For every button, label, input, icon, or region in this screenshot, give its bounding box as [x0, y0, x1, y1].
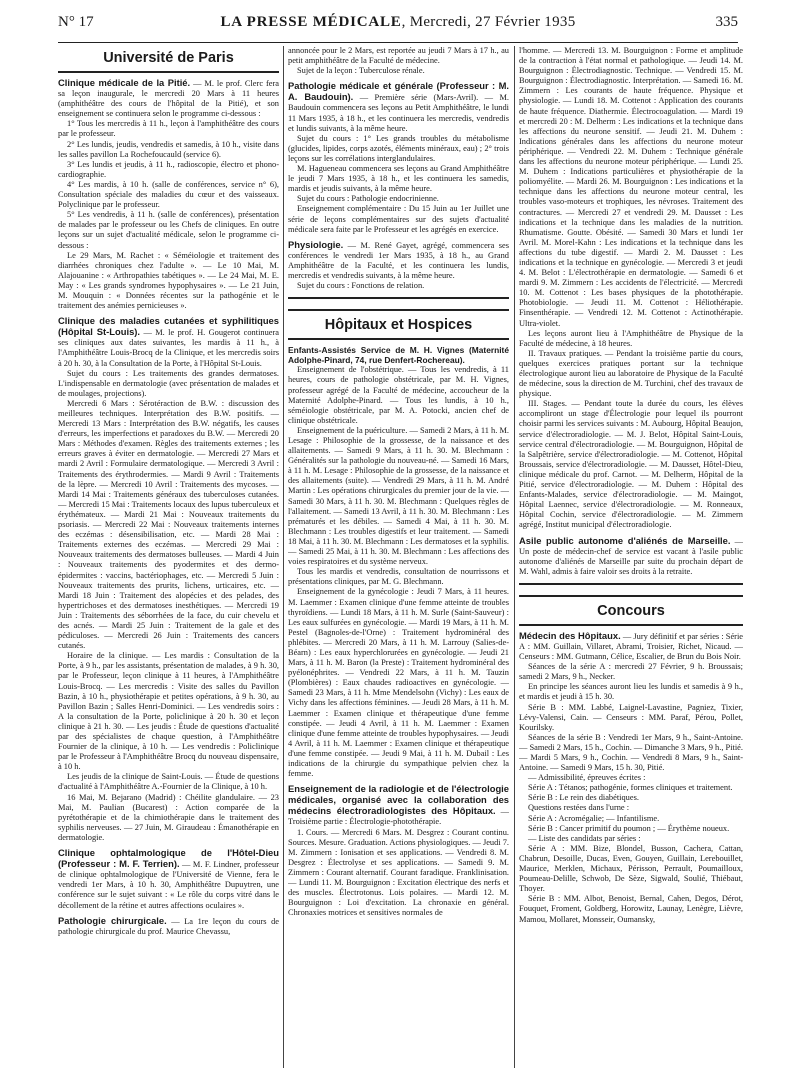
- article-paragraph: 5° Les vendredis, à 11 h. (salle de conférences), présentation de malades par le professeur ou les Chefs de cliniques. En outre leçons sur un sujet d'actualité médicale, selon le programme ci-dessous :: [58, 210, 279, 250]
- article-paragraph: Le 29 Mars, M. Rachet : « Séméiologie et traitement des diarrhées chroniques chez l'adulte ». — Le 10 Mai, M. Alajouanine : « Arthropathies tabétiques ». — Le 24 Mai, M. E. May : « Les grands syndromes hypophysaires ». — Le 21 Juin, M. Mouquin : « Données récentes sur la pathogénie et le traitement des anémies pernicieuses ».: [58, 250, 279, 311]
- article-paragraph: Enseignement complémentaire : Du 15 Juin au 1er Juillet une série de leçons complémentaires sur des sujets d'actualité médicale sera faite par le Professeur et les agrégés en exercice.: [288, 204, 509, 234]
- article-lead: Enfants-Assistés Service de M. H. Vignes (Maternité Adolphe-Pinard, 74, rue Denfert-Rochereau).: [288, 345, 509, 366]
- masthead: [58, 14, 738, 43]
- article-paragraph: Sujet de la leçon : Tuberculose rénale.: [297, 66, 425, 76]
- issue-number: N° 17: [58, 14, 94, 30]
- article-lead: Médecin des Hôpitaux. — Jury définitif et par séries : Série A : MM. Guillain, Villaret, Abrami, Troisier, Richet, Nicaud. — Censeurs : MM. Gutmann, Célice, Escalier, de Brun du Bois Noir.: [519, 629, 743, 662]
- col2-articles: [288, 345, 509, 918]
- article-paragraph: En principe les séances auront lieu les lundis et samedis à 9 h., et mardis et jeudi à 15 h. 30.: [519, 682, 743, 702]
- article-heading: Clinique ophtalmologique de l'Hôtel-Dieu (Professeur : M. F. Terrien).: [58, 847, 279, 870]
- article-paragraph: — Liste des candidats par séries :: [528, 833, 641, 843]
- article-paragraph: Série B : MM. Albot, Benoist, Bernal, Cahen, Degos, Dérot, Fouquet, Froment, Goldberg, Horowitz, Launay, Lenègre, Lièvre, Mamou, Mollaret, Monsseir, Oumansky,: [519, 894, 743, 924]
- article-lead: Physiologie. — M. René Gayet, agrégé, commencera ses conférences le vendredi 1er Mars 1935, à 18 h., au Grand Amphithéâtre de la Faculté, et les continuera les lundis, mercredis et vendredis suivants, à la même heure.: [288, 238, 509, 280]
- article-paragraph: — Admissibilité, épreuves écrites :: [528, 773, 646, 783]
- article-heading: Physiologie.: [288, 238, 344, 250]
- article-heading: Clinique des maladies cutanées et syphilitiques (Hôpital St-Louis).: [58, 315, 279, 338]
- article-paragraph: 16 Mai, M. Bejarano (Madrid) : Chéilite glandulaire. — 23 Mai, M. Paulian (Bucarest) : Action comparée de la pyrétothérapie et de la chimiothérapie dans le traitement des syphilis nerveuses. — 27 Juin, M. Giraudeau : Émanothérapie en dermatologie.: [58, 792, 279, 842]
- article-paragraph: Sujet du cours : Fonctions de relation.: [297, 281, 425, 291]
- article-paragraph: Séances de la série B : Vendredi 1er Mars, 9 h., Saint-Antoine. — Samedi 2 Mars, 15 h., Cochin. — Dimanche 3 Mars, 9 h., Pitié. — Mardi 5 Mars, 9 h., Cochin. — Vendredi 8 Mars, 9 h., Saint-Antoine. — Samedi 9 Mars, 15 h. 30, Pitié.: [519, 732, 743, 773]
- col3-articles: [519, 631, 743, 925]
- issue-date: , Mercredi, 27 Février 1935: [401, 14, 576, 30]
- article-paragraph: Enseignement de l'obstétrique. — Tous les vendredis, à 11 heures, cours de pathologie obstétricale, par M. H. Vignes, professeur agrégé de la Faculté de médecine, accoucheur de la Maternité Adolphe-Pinard. — Tous les lundis, à 10 h., séméiologie obstétricale, par M. A. Potocki, ancien chef de clinique obstétricale.: [288, 365, 509, 425]
- article-paragraph: Les jeudis de la clinique de Saint-Louis. — Étude de questions d'actualité à l'Amphithéâtre A.-Fournier de la Clinique, à 10 h.: [58, 772, 279, 792]
- article-paragraph: 1° Tous les mercredis à 11 h., leçon à l'amphithéâtre des cours par le professeur.: [58, 119, 279, 139]
- article-paragraph: Horaire de la clinique. — Les mardis : Consultation de la Porte, à 9 h., par les assistants, présentation de malades, à 9 h. 30, par le Professeur, leçon clinique à 11 heures, à l'Amphithéâtre Louis-Brocq. — Les mercredis : Visite des salles du Pavillon Bazin, à 10 h., physiothérapie et petites opérations, à 9 h. 30, au Pavillon Bazin ; Salles Henri-Dominici. — Les vendredis soirs : A la consultation de la Porte, policlinique à 20 h. 30 et leçon clinique à 21 h. 30. — Les jeudis : Étude de questions d'actualité par des spécialistes de chaque question, à l'Amphithéâtre Fournier de la clinique, à 10 h. — Les vendredis : Policlinique par le Professeur à l'Amphithéâtre Brocq du nouveau dispensaire, à 10 h.: [58, 651, 279, 772]
- article-paragraph: Série B : Le rein des diabétiques.: [528, 793, 639, 803]
- column-1: [58, 46, 279, 1068]
- article-heading: Pathologie chirurgicale.: [58, 914, 167, 926]
- article-lead: Pathologie médicale et générale (Professeur : M. A. Baudouin). — Première série (Mars-Avril). — M. Baudouin commencera ses leçons au Petit Amphithéâtre, le lundi 11 Mars 1935, à 18 h., et les continuera les mercredis, vendredis et lundis suivants, à la même heure.: [288, 80, 509, 133]
- article-paragraph: Questions restées dans l'urne :: [528, 803, 630, 813]
- article-paragraph: Sujet du cours : Pathologie endocrinienne.: [297, 194, 439, 204]
- page-number: 335: [715, 14, 738, 30]
- article-lead: Clinique médicale de la Pitié. — M. le prof. Clerc fera sa leçon inaugurale, le mercredi 20 Mars à 11 heures (amphithéâtre des cours de l'hôpital de la Pitié), et son enseignement se continuera selon le programme ci-dessous :: [58, 77, 279, 119]
- article-paragraph: Les leçons auront lieu à l'Amphithéâtre de Physique de la Faculté de médecine, à 18 heures.: [519, 328, 743, 348]
- article-paragraph: Sujet du cours : 1° Les grands troubles du métabolisme (glucides, lipides, corps azotés, éléments minéraux, eau) ; 2° trois leçons sur les corrélations interglandulaires.: [288, 133, 509, 163]
- col2-top-articles: [288, 46, 509, 299]
- article-paragraph: 1. Cours. — Mercredi 6 Mars. M. Desgrez : Courant continu. Sources. Mesure. Graduation. Actions physiologiques. — Jeudi 7. M. Zimmern : Ionisation et ses applications. — Vendredi 8. M. Desgrez : Électrolyse et ses applications. — Samedi 9. M. Zimmern : Courant alternatif. Courant faradique. Franklinisation. — Lundi 11. M. Bourguignon : Excitation électrique des nerfs et des muscles. Électrotonus. Lois polaires. — Mardi 12. M. Bourguignon : Loi d'excitation. La chronaxie en général. Chronaxies motrices et sensitives normales de: [288, 827, 509, 918]
- article-paragraph: M. Hagueneau commencera ses leçons au Grand Amphithéâtre le jeudi 7 Mars 1935, à 18 h., et les continuera les samedis, mardis et jeudis suivants, à la même heure.: [288, 164, 509, 194]
- article-lead: Clinique ophtalmologique de l'Hôtel-Dieu (Professeur : M. F. Terrien). — M. F. Lindner, professeur de clinique ophtalmologique de l'Université de Vienne, fera le vendredi 1er Mars, à 10 h. 30, Amphithéâtre Dupuytren, une conférence sur le sujet suivant : « Le rôle du corps vitré dans le décollement de la rétine et autres affections oculaires ».: [58, 847, 279, 910]
- article-paragraph: Série B : MM. Labbé, Laignel-Lavastine, Pagniez, Tixier, Lévy-Valensi, Cain. — Censeurs : MM. Paraf, Pérou, Pollet, Kourilsky.: [519, 702, 743, 732]
- article-paragraph: Enseignement de la gynécologie : Jeudi 7 Mars, à 11 heures. M. Laemmer : Examen clinique d'une femme atteinte de troubles thyroïdiens. — Lundi 18 Mars, à 11 h. M. Surle (Saint-Sauveur) : Les eaux sulfurées en gynécologie. — Mardi 19 Mars, à 11 h. M. Pestel (Bagnoles-de-l'Orne) : Traitement hydrominéral des phlébites. — Mercredi 20 Mars, à 11 h. M. Larrouy (Salies-de-Béarn) : Les eaux hyperchlorurées en gynécologie. — Jeudi 21 Mars, à 11 h. M. Baron (la Preste) : Traitement hydrominéral des pyélonéphrites. — Vendredi 22 Mars, à 11 h. M. Tauzin (Plombières) : Eaux chaudes radioactives en gynécologie. — Samedi 23 Mars, à 11 h. Mme Mendelsohn (Vichy) : Les eaux de Vichy dans les affections féminines. — Jeudi 28 Mars, à 11 h. M. Laemmer : Examen clinique et thérapeutique d'une femme constipée. — Jeudi 4 Avril, à 11 h. M. Laemmer : Examen clinique d'une femme atteinte de troubles hypophysaires. — Jeudi 4 Avril, à 11 h. M. Laemmer : Examen clinique et thérapeutique d'une femme constipée. — Jeudi 9 Mai, à 11 h. M. Dubail : Les indications de la chirurgie du sympathique pelvien chez la femme.: [288, 587, 509, 779]
- article-paragraph: Série A : MM. Bize, Blondel, Busson, Cachera, Cattan, Chabrun, Desoille, Ducas, Even, Gouyen, Guillain, Lerebouillet, Maurice, Merklen, Michaux, Périsson, Perrault, Poumailloux, Poumeau-Delille, Schwob, De Sèze, Sigwald, Soulié, Thiébaut, Thoyer.: [519, 843, 743, 894]
- article-paragraph: II. Travaux pratiques. — Pendant la troisième partie du cours, quelques exercices pratiques portant sur la technique électrologique auront lieu au laboratoire de Physique de la Faculté de médecine, sous la direction de M. Turchini, chef des travaux de physique.: [519, 348, 743, 399]
- article-lead: Pathologie chirurgicale. — La 1re leçon du cours de pathologie chirurgicale du prof. Maurice Chevassu,: [58, 914, 279, 936]
- article-paragraph: Séances de la série A : mercredi 27 Février, 9 h. Broussais; samedi 2 Mars, 9 h., Necker.: [519, 662, 743, 682]
- col3-top-articles: [519, 46, 743, 585]
- spacer: [519, 585, 743, 591]
- paper-name: LA PRESSE MÉDICALE: [220, 14, 402, 30]
- article-paragraph: Mercredi 6 Mars : Sérotéraction de B.W. : discussion des meilleures techniques. Interprétation des B.W. positifs. — Mercredi 13 Mars : Interprétation des B.W. négatifs, les causes d'erreurs, les imperfections et paradoxes du B.W. — Mercredi 20 Mars : Méthodes d'examen. Règles des traitements externes ; les erreurs graves à éviter en dermatologie. — Mercredi 27 Mars et mardi 2 Avril : Formulaire dermatologique. — Mercredi 3 Avril : Traitements des érythrodermies. — Mardi 9 Avril : Traitements de la lèpre. — Mercredi 10 Avril : Traitements des mycoses. — Mardi 14 Mai : Traitements généraux des tuberculoses cutanées. — Mercredi 15 Mai : Traitements locaux des lupus tuberculeux et érythémateux. — Mardi 21 Mai : Nouveaux traitements du psoriasis. — Mercredi 22 Mai : Nouveaux traitements internes des eczémas : désensibilisation, etc. — Mardi 28 Mai : Traitements externes des eczémas. — Mercredi 29 Mai : Nouveaux traitements des dermatoses bulleuses. — Mardi 4 Juin : Nouveaux traitements des pyodermites et des dermo-épidermites : vaccins, bactériophages, etc. — Mercredi 5 Juin : Nouveaux traitements des prurits, lichens, urticaires, etc. — Mardi 18 Juin : Traitement des alopécies et des pelades, des hypertrichoses et des dermatoses inesthétiques. — Mercredi 19 Juin : Traitements des séborrhées de la face, du cuir chevelu et des acnés. — Mardi 25 Juin : Traitement de la gale et des pédiculoses. — Mercredi 26 Juin : Traitements des cancers cutanés.: [58, 398, 279, 651]
- column-2: [288, 46, 509, 1068]
- article-paragraph: III. Stages. — Pendant toute la durée du cours, les élèves accompliront un stage d'Électrologie pour lequel ils pourront choisir parmi les services suivants : M. Aubourg, Hôpital Beaujon, service d'électroradiologie. — M. J. Belot, Hôpital Saint-Louis, service central d'électroradiologie. — M. Bourguignon, Hôpital de la Salpêtrière, service d'électroradiologie. — M. Cottenot, Hôpital Broussais, service d'électroradiologie. — M. Dausset, Hôtel-Dieu, clinique médicale du prof. Carnot. — M. Delherm, Hôpital de la Pitié, service d'électroradiologie. — M. Duhem : Hôpital des Enfants-Malades, service d'électroradiologie. — M. Maingot, Hôpital Laennec, service d'électroradiologie. — M. Ronneaux, Hôpital Cochin, service d'électroradiologie. — M. Zimmern agrégé, Institut municipal d'électroradiologie.: [519, 399, 743, 530]
- section-title-concours: Concours: [519, 595, 743, 626]
- column-rule: [514, 46, 515, 1068]
- column-3: [519, 46, 743, 1068]
- article-lead: Clinique des maladies cutanées et syphilitiques (Hôpital St-Louis). — M. le prof. H. Gougerot continuera ses cliniques aux dates suivantes, les mardis à 11 h., à l'Amphithéâtre Louis-Brocq de la Clinique, et les mercredis soirs à 20 h. 30, à la Consultation de la Porte, à l'Hôpital St-Louis.: [58, 315, 279, 368]
- article-heading: Clinique médicale de la Pitié.: [58, 77, 191, 88]
- article-heading: Pathologie médicale et générale (Professeur : M. A. Baudouin).: [288, 80, 509, 103]
- article-paragraph: 2° Les lundis, jeudis, vendredis et samedis, à 10 h., visite dans les salles pavillon La Rochefoucauld (service 6).: [58, 139, 279, 159]
- article-paragraph: Enseignement de la puériculture. — Samedi 2 Mars, à 11 h. M. Lesage : Philosophie de la grossesse, de la naissance et des allaitements. — Samedi 9 Mars, à 11 h. 30. M. Blechmann : Généralités sur la pathologie du nouveau-né. — Samedi 16 Mars, à 11 h. M. Lesage : Philosophie de la grossesse, de la naissance et des allaitements (suite). — Vendredi 29 Mars, à 11 h. M. André Martin : Les opérations chirurgicales du premier jour de la vie. — Samedi 30 Mars, à 11 h. 30. M. Blechmann : Quelques règles de l'allaitement. — Samedi 13 Avril, à 11 h. 30. M. Blechmann : Les prématurés et les débiles. — Samedi 4 Mai, à 11 h. 30. M. Blechmann : Les troubles digestifs et leur traitement. — Samedi 18 Mai, à 11 h. 30. M. Blechmann : Les dermatoses et la syphilis. — Samedi 25 Mai, à 11 h. 30. M. Blechmann : Les affections des voies respiratoires et du système nerveux.: [288, 425, 509, 567]
- article-paragraph: Tous les mardis et vendredis, consultation de nourrissons et présentations cliniques, par M. G. Blechmann.: [288, 567, 509, 587]
- section-title-universite: Université de Paris: [58, 50, 279, 73]
- masthead-title: [221, 14, 576, 31]
- article-paragraph: l'homme. — Mercredi 13. M. Bourguignon : Forme et amplitude de la contraction à l'état normal et pathologique. — Jeudi 14. M. Bourguignon : Électrodiagnostic. Technique. — Vendredi 15. M. Bourguignon : Électrodiagnostic. Interprétation. — Samedi 16. M. Zimmern : Les courants de haute fréquence. Physique et physiologie. — Lundi 18. M. Cottenot : Application des courants de haute fréquence. Diathermie. Électrocoagulation. — Mardi 19 et mercredi 20 : M. Delherm : Les indications et la technique dans les affections du neurone sensitif. — Jeudi 21. M. Duhem : Indications générales dans les affections du neurone moteur périphérique. — Vendredi 22. M. Duhem : Technique générale dans les affections du neurone moteur périphérique. — Lundi 25. M. Duhem : Indications particulières et physiothérapie de la poliomyélite. — Mardi 26. M. Bourguignon : Les indications et la technique dans les affections du neurone moteur central, les troubles vaso-moteurs et trophiques, les névroses. Traitement des contractures. — Mercredi 27 et vendredi 29. M. Dausset : Les indications et la technique dans les maladies de la nutrition. Rhumatisme. Goutte. Obésité. — Samedi 30 Mars et lundi 1er Avril. M. Morel-Kahn : Les indications et la technique dans les affections du tube digestif. — Mardi 2. M. Dausset : Les indications et la technique en gynécologie. — Mercredi 3 et jeudi 4. M. Belot : L'électrothérapie en dermatologie. — Samedi 6 et mardi 9. M. Zimmern : Les accidents de l'électricité. — Mercredi 10. M. Cottenot : Les bases physiques de la photothérapie. Photobiologie. — Jeudi 11. M. Cottenot : Héliothérapie. Finsenthérapie. — Vendredi 12. M. Cottenot : Actinothérapie. Ultra-violet.: [519, 46, 743, 328]
- article-heading: Asile public autonome d'aliénés de Marseille.: [519, 534, 731, 546]
- article-paragraph: 3° Les lundis et jeudis, à 11 h., radioscopie, électro et phono-cardiographie.: [58, 159, 279, 179]
- col1-articles: [58, 78, 279, 937]
- article-paragraph: Sujet du cours : Les traitements des grandes dermatoses. L'indispensable en dermatologie (avec présentation de malades et de moulages, projections).: [58, 368, 279, 398]
- article-paragraph: Série A : Tétanos; pathogénie, formes cliniques et traitement.: [528, 783, 733, 793]
- article-paragraph: Série A : Acromégalie; — Infantilisme.: [528, 813, 660, 823]
- section-title-hopitaux: Hôpitaux et Hospices: [288, 309, 509, 340]
- article-heading: Médecin des Hôpitaux.: [519, 629, 621, 641]
- article-paragraph: Série B : Cancer primitif du poumon ; — Érythème noueux.: [528, 823, 730, 833]
- article-lead: Asile public autonome d'aliénés de Marseille. — Un poste de médecin-chef de service est vacant à l'asile public autonome d'aliénés de Marseille par suite du prochain départ de M. Wahl, admis à faire valoir ses droits à la retraite.: [519, 534, 743, 576]
- column-rule: [283, 46, 284, 1068]
- spacer: [288, 299, 509, 305]
- article-paragraph: annoncée pour le 2 Mars, est reportée au jeudi 7 Mars à 17 h., au petit amphithéâtre de la Faculté de médecine.: [288, 46, 509, 66]
- article-lead: Enseignement de la radiologie et de l'électrologie médicales, organisé avec la collaboration des médecins électroradiologistes des Hôpitaux. — Troisième partie : Électrologie-photothérapie.: [288, 783, 509, 827]
- article-paragraph: 4° Les mardis, à 10 h. (salle de conférences, service n° 6), Consultation spéciale des maladies du cœur et des vaisseaux. Polyclinique par le professeur.: [58, 179, 279, 210]
- article-heading: Enseignement de la radiologie et de l'électrologie médicales, organisé avec la collaboration des médecins électroradiologistes des Hôpitaux.: [288, 783, 509, 817]
